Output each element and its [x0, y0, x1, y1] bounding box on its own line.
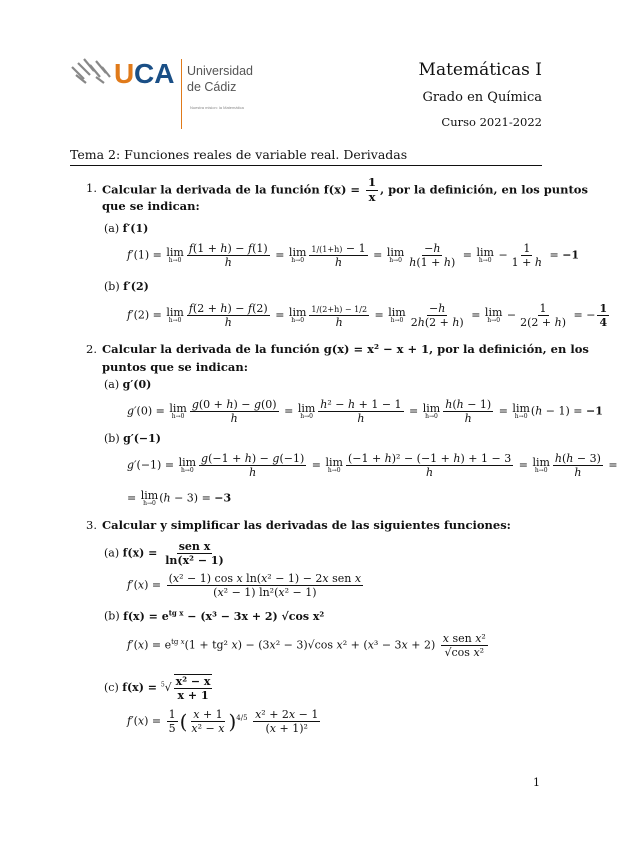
problem-2-statement-cont: puntos que se indican:: [102, 360, 248, 374]
part-2b-label: (b) g′(−1): [104, 432, 161, 445]
equation-3c: f′(x) = $\frac{1}{5}$ ( $\frac{x + 1}{\text{x² − x}}$ )$^{4/5}$ $\frac{\text{x² + 2x − 1}}{\text{(x + 1)²}}$: [127, 708, 319, 736]
part-1b-label: (b) f′(2): [104, 280, 149, 293]
equation-2b-cont: = lim h→0 (h − 3) = −3: [127, 489, 232, 507]
problem-1-statement-cont: que se indican:: [102, 199, 200, 213]
equation-2b: g′(−1) = lim h→0 $\frac{g(-1 + h) - g(-1)}{h}$ = lim h→0 $\frac{\text{(−1 + h)² − (−1 + h) + 1 − 3}}{h}$ = lim h→0 $\frac{h(h - 3)}{h}$ =: [127, 452, 618, 480]
part-3b-function: (b) $f(x) = e^{tg x} - (x^3 - 3x + 2)$ √cos x²: [104, 608, 325, 623]
equation-3b: $f'(x) = e^{tg x}(1 + tg^2$ x) − (3x² − 3)√cos x² + (x³ − 3x + 2) x sen x² √cos x²: [127, 632, 486, 660]
problem-1-number: 1.: [86, 181, 97, 195]
page-number: 1: [533, 776, 540, 789]
svg-text:CA: CA: [134, 58, 175, 89]
problem-2-statement: Calcular la derivada de la función g(x) = x² − x + 1, por la definición, en los: [102, 342, 589, 356]
part-2a-label: (a) g′(0): [104, 378, 152, 391]
problem-3-statement: Calcular y simplificar las derivadas de las siguientes funciones:: [102, 518, 511, 532]
svg-text:U: U: [114, 58, 135, 89]
equation-3a: f′(x) = (x² − 1) cos x ln(x² − 1) − 2x sen x (x² − 1) ln²(x² − 1): [127, 572, 362, 600]
topic-title: Tema 2: Funciones reales de variable real. Derivadas: [70, 147, 408, 162]
equation-2a: g′(0) = lim h→0 $\frac{g(0 + h) - g(0)}{h}$ = lim h→0 $\frac{\text{h² − h + 1 − 1}}{h}$ = lim h→0 $\frac{h(h - 1)}{h}$ = lim h→0 (h − 1) = −1: [127, 398, 603, 426]
header-rule: [70, 165, 542, 166]
degree-name: Grado en Química: [422, 90, 542, 105]
problem-3-number: 3.: [86, 518, 97, 532]
problem-1-statement: Calcular la derivada de la función f(x) = $\frac{1}{x}$ , por la definición, en los puntos: [102, 175, 588, 204]
problem-2-number: 2.: [86, 342, 97, 356]
part-1a-label: (a) f′(1): [104, 222, 149, 235]
university-name-line1: Universidad: [187, 64, 254, 78]
course-title: Matemáticas I: [418, 60, 542, 80]
academic-year: Curso 2021-2022: [441, 115, 542, 129]
equation-1a: f′(1) = lim h→0 $\frac{f(1 + h) - f(1)}{h}$ = lim h→0 $\frac{1/(1+h) - 1}{h}$ = lim h→0 $\frac{-h}{h(1 + h)}$ = lim h→0 − $\frac{1}{1 + h}$ = −1: [127, 242, 580, 270]
equation-1b: f′(2) = lim h→0 $\frac{f(2 + h) - f(2)}{h}$ = lim h→0 $\frac{1/(2+h) - 1/2}{h}$ = lim h→0 $\frac{-h}{2h(2 + h)}$ = lim h→0 − $\frac{1}{2(2 + h)}$ = − $\frac{1}{4}$: [127, 302, 608, 330]
university-name-line2: de Cádiz: [187, 80, 237, 94]
university-tagline: Nuestra mision: la Matemática: [190, 105, 244, 110]
part-3c-function: (c) f(x) = $^5$√ $\frac{\text{x² − x}}{x + 1}$: [104, 675, 211, 703]
part-3a-function: (a) f(x) = sen x ln(x² − 1): [104, 540, 224, 568]
